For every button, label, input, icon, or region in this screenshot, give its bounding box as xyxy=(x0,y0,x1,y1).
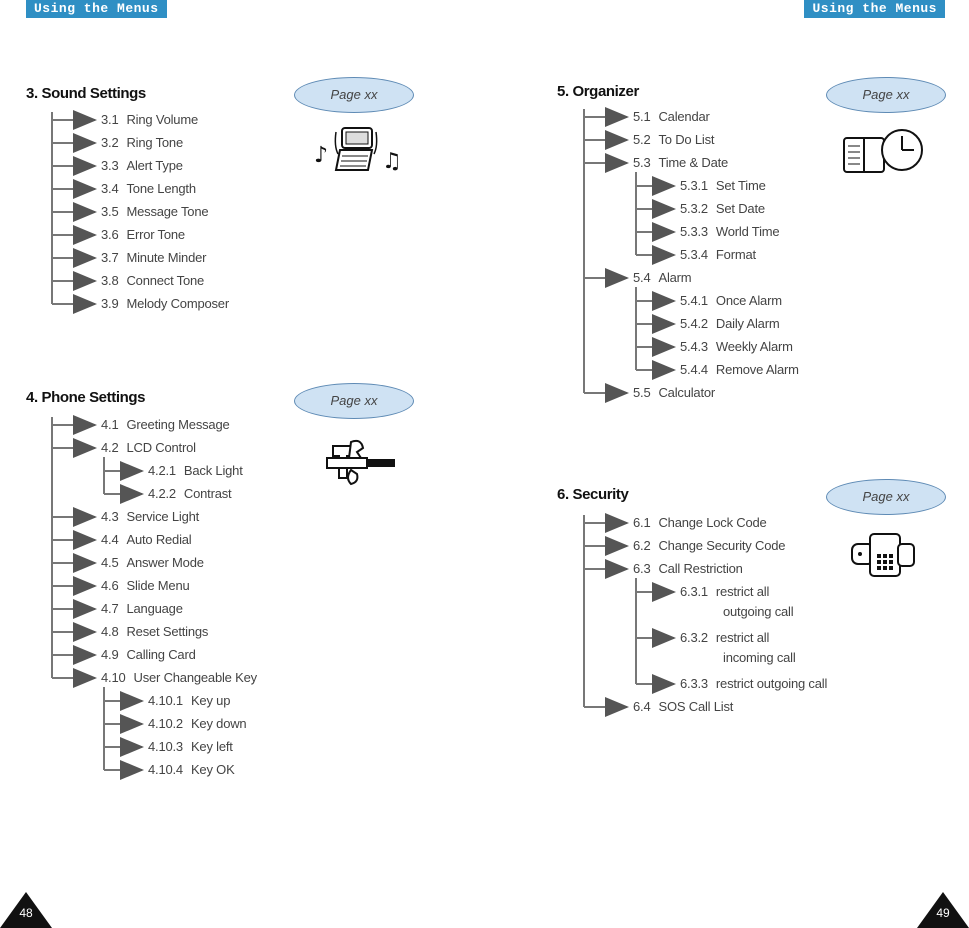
menu-item-number: 6.3.2 xyxy=(680,630,708,645)
menu-item-label: Reset Settings xyxy=(126,624,209,639)
menu-item-6-3-3[interactable] xyxy=(680,674,827,694)
section-title-security: 6. Security xyxy=(557,486,629,503)
menu-item-6-3-1[interactable] xyxy=(680,582,793,628)
menu-item-3-9[interactable] xyxy=(101,294,229,314)
menu-item-label: Key left xyxy=(190,739,233,754)
menu-item-6-2[interactable] xyxy=(633,536,785,556)
calendar-clock-icon xyxy=(842,126,924,176)
page-number-left: 48 xyxy=(0,892,52,928)
menu-item-number: 5.4.2 xyxy=(680,316,708,331)
menu-item-5-3-1[interactable] xyxy=(680,176,766,196)
menu-item-label: Minute Minder xyxy=(126,250,207,265)
menu-item-number: 5.3 xyxy=(633,155,651,170)
menu-item-label: Change Security Code xyxy=(658,538,786,553)
menu-item-number: 3.1 xyxy=(101,112,119,127)
menu-item-5-3-4[interactable] xyxy=(680,245,756,265)
menu-item-label: User Changeable Key xyxy=(133,670,257,685)
menu-item-4-3[interactable] xyxy=(101,507,199,527)
svg-text:♪: ♪ xyxy=(314,143,329,168)
menu-item-number: 5.3.2 xyxy=(680,201,708,216)
menu-item-5-3-3[interactable] xyxy=(680,222,779,242)
section-title-organizer: 5. Organizer xyxy=(557,83,639,100)
menu-item-number: 4.10.2 xyxy=(148,716,183,731)
menu-item-label: Connect Tone xyxy=(126,273,205,288)
menu-item-5-3[interactable] xyxy=(633,153,728,173)
menu-item-number: 5.4.3 xyxy=(680,339,708,354)
menu-item-4-1[interactable] xyxy=(101,415,230,435)
menu-item-4-4[interactable] xyxy=(101,530,192,550)
menu-item-label: Key OK xyxy=(190,762,235,777)
menu-item-number: 4.9 xyxy=(101,647,119,662)
menu-item-label: Remove Alarm xyxy=(715,362,799,377)
menu-item-4-7[interactable] xyxy=(101,599,183,619)
menu-item-label: Daily Alarm xyxy=(715,316,780,331)
menu-item-number: 4.1 xyxy=(101,417,119,432)
svg-text:♫: ♫ xyxy=(382,149,402,174)
menu-item-label: Tone Length xyxy=(126,181,196,196)
menu-item-5-4-2[interactable] xyxy=(680,314,779,334)
menu-item-label: restrict outgoing call xyxy=(715,676,828,691)
section-title-phone: 4. Phone Settings xyxy=(26,389,146,406)
menu-item-label: Melody Composer xyxy=(126,296,229,311)
menu-item-label: Alarm xyxy=(658,270,692,285)
menu-item-label: Change Lock Code xyxy=(658,515,767,530)
menu-item-label: Calculator xyxy=(658,385,716,400)
menu-item-number: 3.5 xyxy=(101,204,119,219)
menu-item-5-4-4[interactable] xyxy=(680,360,799,380)
menu-item-4-6[interactable] xyxy=(101,576,190,596)
menu-item-4-10-4[interactable] xyxy=(148,760,235,780)
menu-item-3-2[interactable] xyxy=(101,133,183,153)
menu-item-number: 4.10 xyxy=(101,670,126,685)
menu-item-label: Message Tone xyxy=(126,204,209,219)
menu-item-label: Alert Type xyxy=(126,158,183,173)
menu-item-label: Set Date xyxy=(715,201,765,216)
menu-item-label: Ring Tone xyxy=(126,135,183,150)
header-tab-left: Using the Menus xyxy=(26,0,167,18)
menu-item-number: 4.5 xyxy=(101,555,119,570)
key-phone-icon xyxy=(850,532,918,578)
menu-item-3-7[interactable] xyxy=(101,248,206,268)
menu-item-5-2[interactable] xyxy=(633,130,714,150)
menu-item-6-4[interactable] xyxy=(633,697,733,717)
menu-item-3-4[interactable] xyxy=(101,179,196,199)
menu-item-6-3-2[interactable] xyxy=(680,628,796,674)
menu-item-number: 4.7 xyxy=(101,601,119,616)
menu-item-label: LCD Control xyxy=(126,440,196,455)
menu-item-label: To Do List xyxy=(658,132,715,147)
menu-item-label: Greeting Message xyxy=(126,417,230,432)
menu-item-number: 3.8 xyxy=(101,273,119,288)
menu-item-4-10[interactable] xyxy=(101,668,257,688)
menu-item-label: Service Light xyxy=(126,509,200,524)
menu-item-label: Language xyxy=(126,601,183,616)
menu-item-number: 3.4 xyxy=(101,181,119,196)
menu-item-number: 4.2 xyxy=(101,440,119,455)
menu-item-label: Slide Menu xyxy=(126,578,190,593)
menu-item-4-9[interactable] xyxy=(101,645,196,665)
menu-item-label: Key up xyxy=(190,693,231,708)
menu-item-5-3-2[interactable] xyxy=(680,199,765,219)
menu-item-number: 6.1 xyxy=(633,515,651,530)
menu-item-number: 4.8 xyxy=(101,624,119,639)
header-tab-right: Using the Menus xyxy=(804,0,945,18)
menu-item-number: 5.4 xyxy=(633,270,651,285)
menu-item-4-8[interactable] xyxy=(101,622,208,642)
menu-item-number: 4.2.1 xyxy=(148,463,176,478)
menu-item-label: Set Time xyxy=(715,178,766,193)
page-ref-sound[interactable]: Page xx xyxy=(294,77,414,113)
menu-item-label: World Time xyxy=(715,224,780,239)
menu-item-5-1[interactable] xyxy=(633,107,710,127)
menu-item-number: 6.3 xyxy=(633,561,651,576)
menu-item-number: 5.3.4 xyxy=(680,247,708,262)
menu-item-number: 4.10.3 xyxy=(148,739,183,754)
menu-item-number: 4.4 xyxy=(101,532,119,547)
menu-item-number: 6.3.3 xyxy=(680,676,708,691)
menu-item-4-5[interactable] xyxy=(101,553,204,573)
menu-item-label: Contrast xyxy=(183,486,232,501)
section-title-sound: 3. Sound Settings xyxy=(26,85,146,102)
menu-item-number: 4.3 xyxy=(101,509,119,524)
menu-item-4-2-1[interactable] xyxy=(148,461,243,481)
menu-item-number: 5.3.3 xyxy=(680,224,708,239)
menu-item-4-2-2[interactable] xyxy=(148,484,231,504)
menu-item-label: Weekly Alarm xyxy=(715,339,793,354)
menu-item-3-6[interactable] xyxy=(101,225,185,245)
menu-item-label: restrict all xyxy=(715,584,770,599)
phone-with-music-notes-icon xyxy=(312,124,402,176)
menu-item-label: Error Tone xyxy=(126,227,185,242)
menu-item-label: Calendar xyxy=(658,109,710,124)
menu-item-3-5[interactable] xyxy=(101,202,208,222)
menu-item-number: 3.7 xyxy=(101,250,119,265)
menu-item-number: 5.4.4 xyxy=(680,362,708,377)
menu-item-6-1[interactable] xyxy=(633,513,767,533)
page-ref-security[interactable]: Page xx xyxy=(826,479,946,515)
page-ref-organizer[interactable]: Page xx xyxy=(826,77,946,113)
menu-item-number: 5.5 xyxy=(633,385,651,400)
menu-item-number: 4.6 xyxy=(101,578,119,593)
menu-item-label: Key down xyxy=(190,716,247,731)
menu-item-label: restrict all xyxy=(715,630,770,645)
menu-item-number: 6.2 xyxy=(633,538,651,553)
menu-item-4-10-3[interactable] xyxy=(148,737,233,757)
menu-item-3-8[interactable] xyxy=(101,271,204,291)
menu-item-label: Call Restriction xyxy=(658,561,743,576)
menu-item-label: Calling Card xyxy=(126,647,196,662)
menu-item-label-cont: outgoing call xyxy=(723,604,794,619)
menu-item-4-10-2[interactable] xyxy=(148,714,246,734)
menu-item-number: 4.10.1 xyxy=(148,693,183,708)
menu-item-4-10-1[interactable] xyxy=(148,691,230,711)
menu-item-number: 5.4.1 xyxy=(680,293,708,308)
menu-item-3-3[interactable] xyxy=(101,156,183,176)
menu-item-4-2[interactable] xyxy=(101,438,196,458)
menu-item-5-4-3[interactable] xyxy=(680,337,793,357)
menu-item-number: 6.3.1 xyxy=(680,584,708,599)
menu-item-label: SOS Call List xyxy=(658,699,734,714)
menu-item-5-4-1[interactable] xyxy=(680,291,782,311)
menu-item-label: Back Light xyxy=(183,463,243,478)
menu-item-label: Once Alarm xyxy=(715,293,782,308)
menu-item-5-5[interactable] xyxy=(633,383,715,403)
menu-item-number: 3.9 xyxy=(101,296,119,311)
menu-item-3-1[interactable] xyxy=(101,110,198,130)
menu-item-number: 3.6 xyxy=(101,227,119,242)
menu-item-5-4[interactable] xyxy=(633,268,691,288)
menu-item-number: 5.3.1 xyxy=(680,178,708,193)
menu-item-label: Answer Mode xyxy=(126,555,204,570)
page-number-right: 49 xyxy=(917,892,969,928)
menu-item-number: 3.3 xyxy=(101,158,119,173)
menu-item-label-cont: incoming call xyxy=(723,650,796,665)
page-ref-phone[interactable]: Page xx xyxy=(294,383,414,419)
menu-item-label: Auto Redial xyxy=(126,532,192,547)
menu-item-number: 4.10.4 xyxy=(148,762,183,777)
menu-item-label: Ring Volume xyxy=(126,112,198,127)
menu-item-number: 3.2 xyxy=(101,135,119,150)
menu-item-label: Format xyxy=(715,247,756,262)
tools-icon xyxy=(325,438,397,488)
menu-item-label: Time & Date xyxy=(658,155,729,170)
menu-item-number: 5.1 xyxy=(633,109,651,124)
menu-item-number: 4.2.2 xyxy=(148,486,176,501)
menu-item-number: 5.2 xyxy=(633,132,651,147)
menu-item-number: 6.4 xyxy=(633,699,651,714)
menu-item-6-3[interactable] xyxy=(633,559,743,579)
